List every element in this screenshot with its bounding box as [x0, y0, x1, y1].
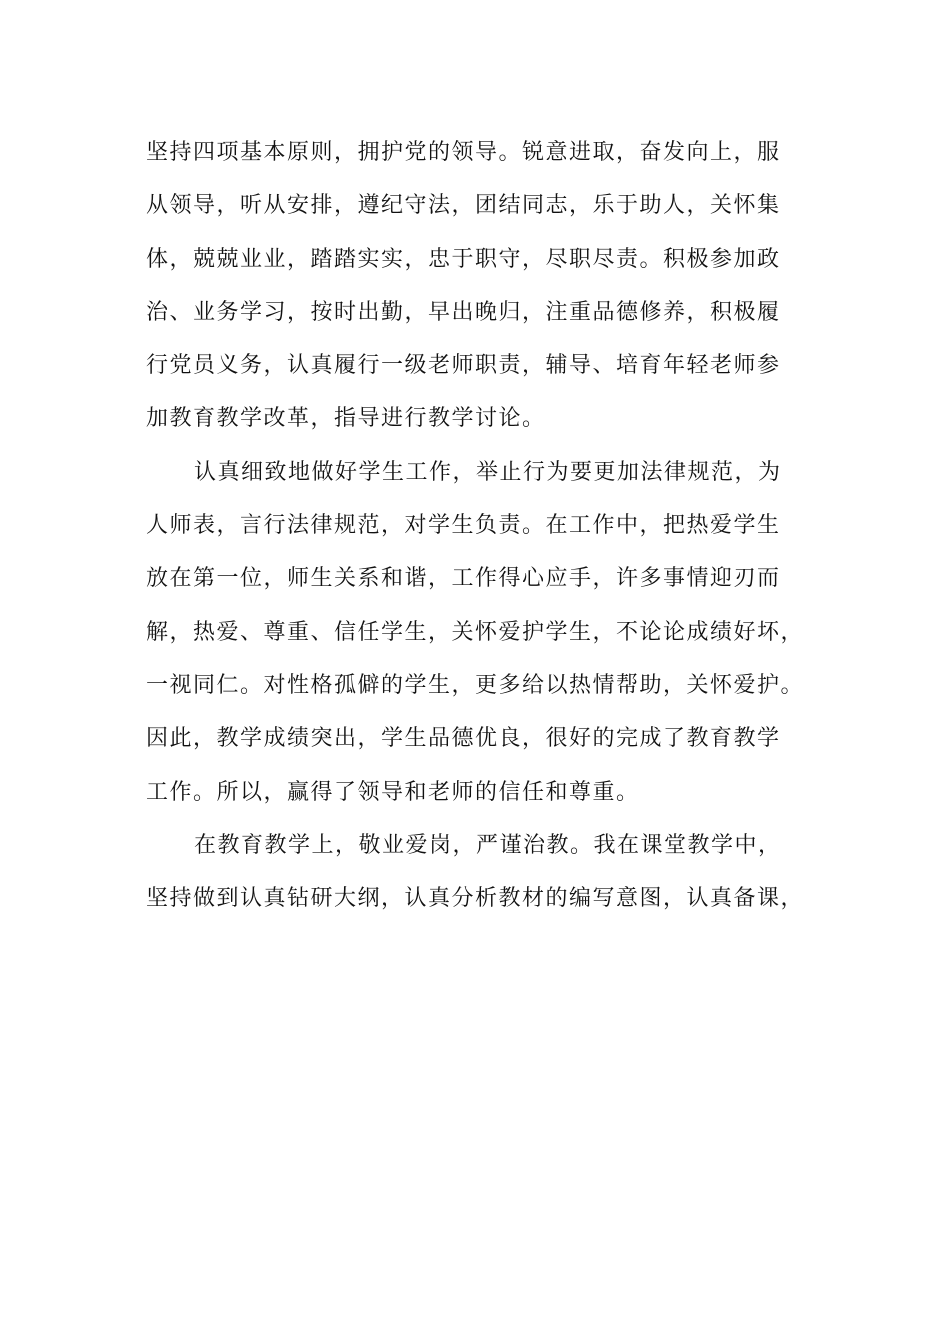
text-line: 解，热爱、尊重、信任学生，关怀爱护学生，不论论成绩好坏，: [146, 619, 805, 645]
text-line: 体，兢兢业业，踏踏实实，忠于职守，尽职尽责。积极参加政: [146, 246, 781, 272]
text-line: 从领导，听从安排，遵纪守法，团结同志，乐于助人，关怀集: [146, 193, 781, 219]
text-line: 工作。所以，赢得了领导和老师的信任和尊重。: [146, 779, 640, 805]
text-line: 一视同仁。对性格孤僻的学生，更多给以热情帮助，关怀爱护。: [146, 672, 805, 698]
text-line: 因此，教学成绩突出，学生品德优良，很好的完成了教育教学: [146, 726, 781, 752]
text-line: 人师表，言行法律规范，对学生负责。在工作中，把热爱学生: [146, 513, 781, 539]
text-line: 放在第一位，师生关系和谐，工作得心应手，许多事情迎刃而: [146, 566, 781, 592]
text-line: 坚持四项基本原则，拥护党的领导。锐意进取，奋发向上，服: [146, 140, 781, 165]
paragraph-first-line: 在教育教学上，敬业爱岗，严谨治教。我在课堂教学中，: [194, 832, 782, 858]
paragraph-first-line: 认真细致地做好学生工作，举止行为要更加法律规范，为: [194, 459, 782, 485]
text-line: 治、业务学习，按时出勤，早出晚归，注重品德修养，积极履: [146, 299, 781, 325]
document-body: [146, 126, 816, 925]
text-line: 加教育教学改革，指导进行教学讨论。: [146, 406, 546, 432]
text-line: 坚持做到认真钻研大纲，认真分析教材的编写意图，认真备课，: [146, 886, 805, 912]
text-line: 行党员义务，认真履行一级老师职责，辅导、培育年轻老师参: [146, 353, 781, 379]
